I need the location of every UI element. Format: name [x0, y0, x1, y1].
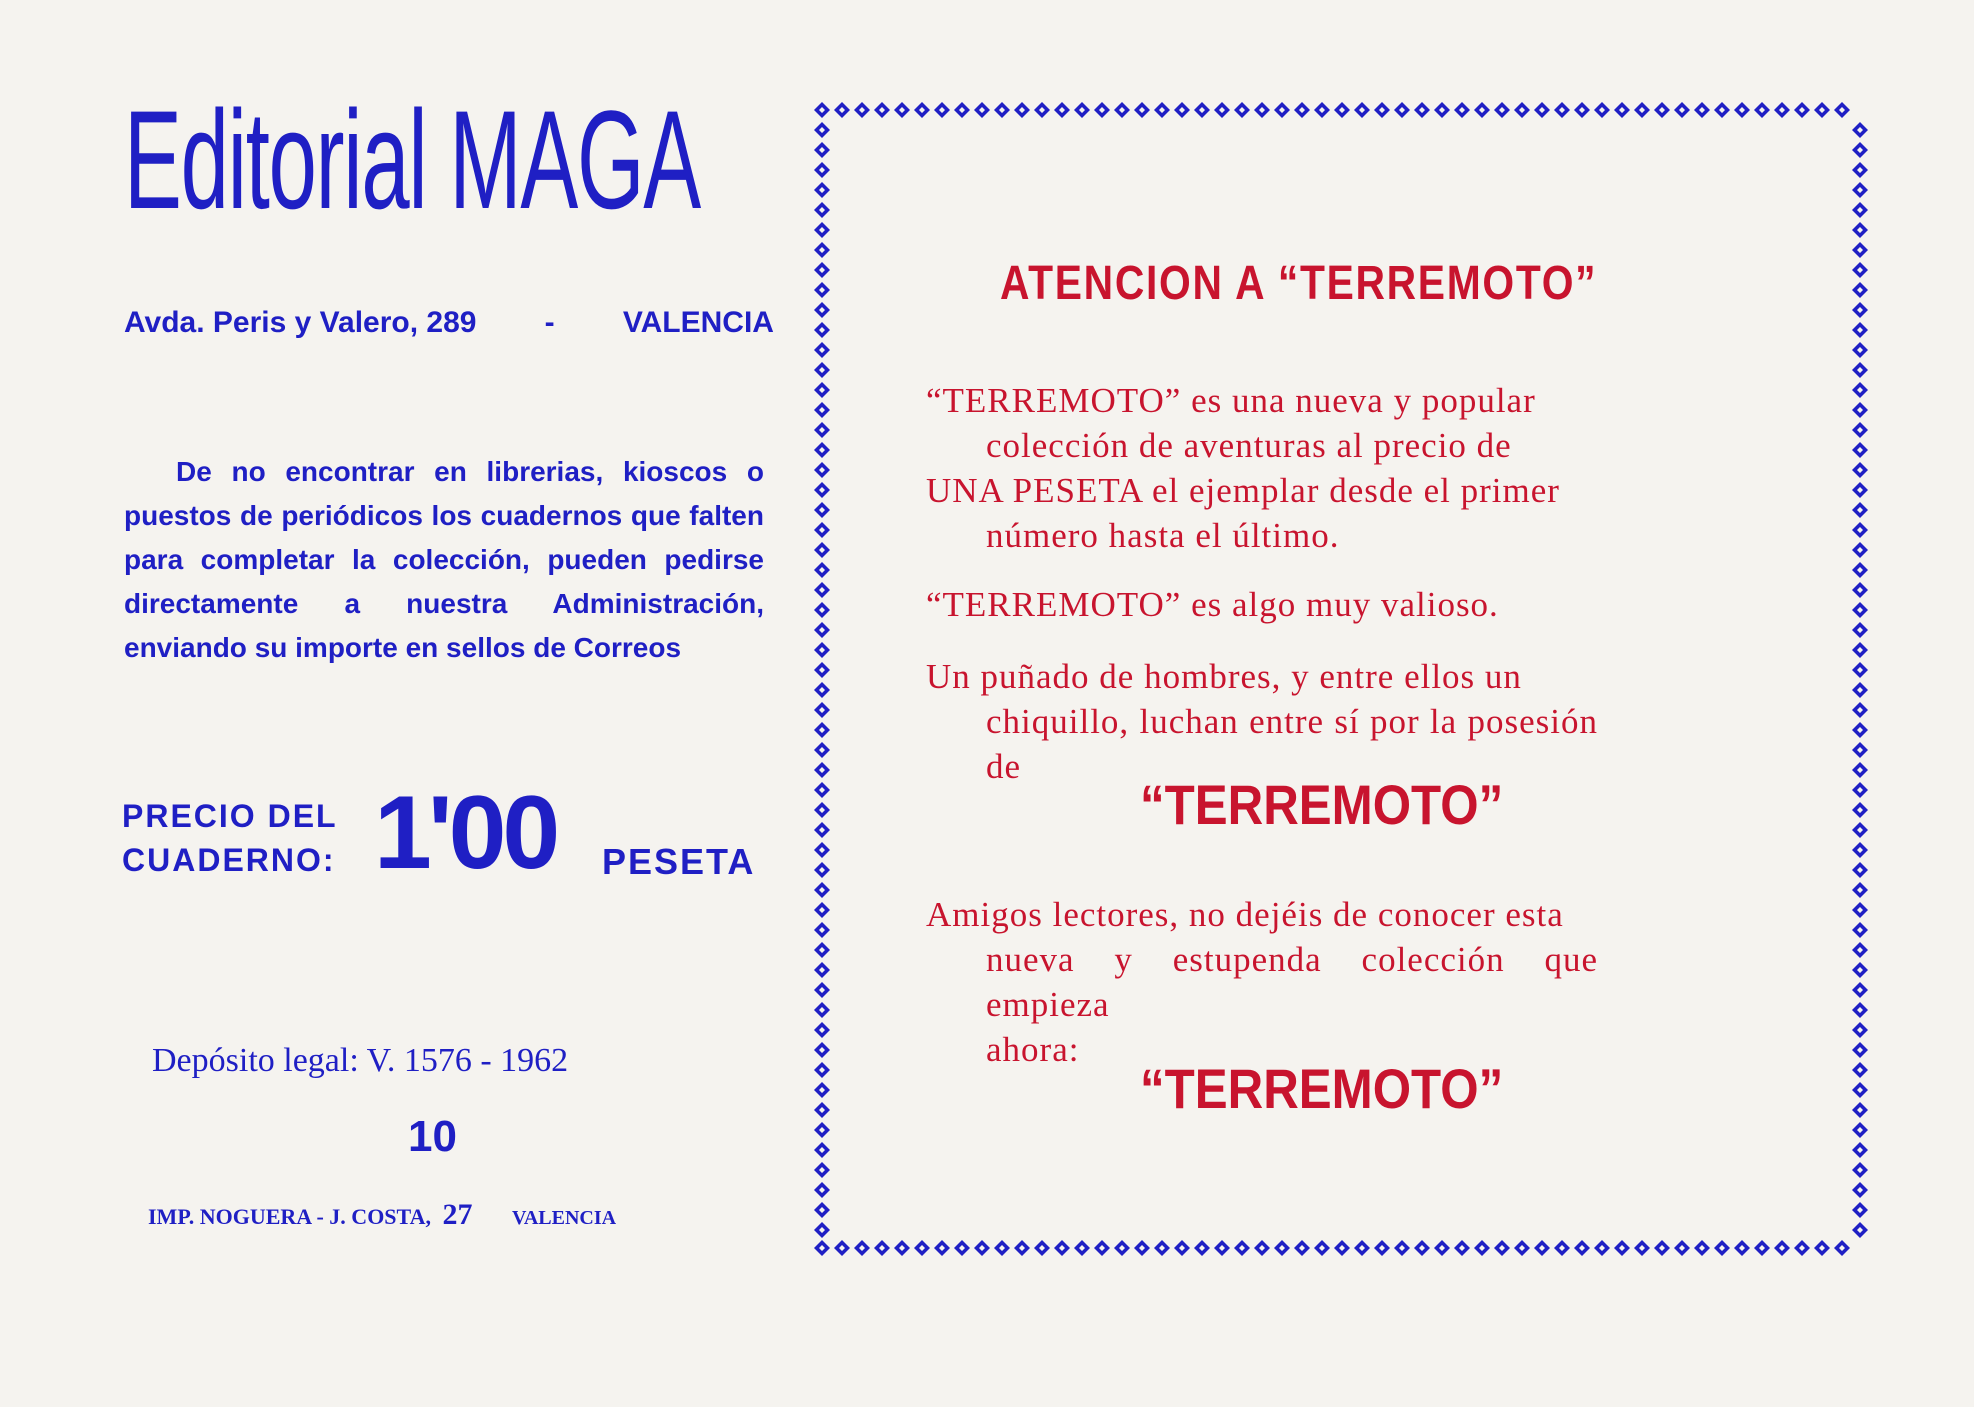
border-diamond: [1014, 1240, 1030, 1256]
border-diamond: [1852, 722, 1868, 738]
border-diamond: [814, 782, 830, 798]
price-unit: PESETA: [602, 841, 756, 882]
border-diamond: [814, 1122, 830, 1138]
border-diamond: [1852, 682, 1868, 698]
border-diamond: [1034, 102, 1050, 118]
border-diamond: [1354, 102, 1370, 118]
border-diamond: [1852, 842, 1868, 858]
printer-name: IMP. NOGUERA - J. COSTA,: [148, 1204, 431, 1229]
border-diamond: [1734, 1240, 1750, 1256]
border-diamond: [1852, 362, 1868, 378]
border-diamond: [974, 1240, 990, 1256]
border-diamond: [1354, 1240, 1370, 1256]
legal-deposit: Depósito legal: V. 1576 - 1962: [152, 1042, 569, 1079]
border-diamond: [1852, 382, 1868, 398]
border-diamond: [814, 582, 830, 598]
border-diamond: [1614, 1240, 1630, 1256]
border-diamond: [814, 282, 830, 298]
border-diamond: [1852, 602, 1868, 618]
border-diamond: [1814, 102, 1830, 118]
border-diamond: [1514, 102, 1530, 118]
border-diamond: [814, 802, 830, 818]
border-diamond: [1314, 1240, 1330, 1256]
ad-paragraph-4: [926, 892, 1598, 1072]
border-diamond: [814, 522, 830, 538]
border-diamond: [834, 1240, 850, 1256]
border-diamond: [1694, 102, 1710, 118]
border-diamond: [1852, 1202, 1868, 1218]
border-diamond: [894, 1240, 910, 1256]
border-diamond: [814, 1022, 830, 1038]
ad-p1-line4: número hasta el último.: [986, 516, 1340, 555]
border-diamond: [1434, 1240, 1450, 1256]
border-diamond: [814, 602, 830, 618]
border-diamond: [814, 262, 830, 278]
border-diamond: [1214, 1240, 1230, 1256]
border-diamond: [814, 122, 830, 138]
printer-city: VALENCIA: [511, 1207, 617, 1229]
border-diamond: [814, 882, 830, 898]
border-diamond: [1674, 1240, 1690, 1256]
border-diamond: [1852, 502, 1868, 518]
border-diamond: [1294, 102, 1310, 118]
border-diamond: [814, 942, 830, 958]
ad-title: ATENCION A “TERREMOTO”: [1000, 257, 1598, 310]
border-diamond: [1852, 1082, 1868, 1098]
border-diamond: [814, 1240, 830, 1256]
border-diamond: [814, 482, 830, 498]
border-diamond: [954, 1240, 970, 1256]
ad-paragraph-3: [926, 654, 1598, 789]
border-diamond: [1852, 122, 1868, 138]
ad-brand-2: “TERREMOTO”: [1140, 1057, 1504, 1120]
ad-p4-line2: nueva y estupenda colección que empieza: [986, 940, 1598, 1024]
border-diamond: [1852, 882, 1868, 898]
border-diamond: [814, 922, 830, 938]
border-diamond: [1454, 1240, 1470, 1256]
border-diamond: [874, 1240, 890, 1256]
border-diamond: [814, 742, 830, 758]
border-diamond: [1852, 1002, 1868, 1018]
border-diamond: [1254, 1240, 1270, 1256]
publisher-city: VALENCIA: [622, 306, 774, 339]
border-diamond: [814, 362, 830, 378]
border-diamond: [1852, 1222, 1868, 1238]
border-diamond: [814, 1102, 830, 1118]
border-diamond: [814, 1042, 830, 1058]
border-diamond: [1194, 102, 1210, 118]
border-diamond: [1852, 1022, 1868, 1038]
border-diamond: [814, 402, 830, 418]
printer-imprint: [148, 1198, 616, 1232]
border-diamond: [1494, 102, 1510, 118]
price-label-line2: CUADERNO:: [122, 842, 336, 878]
border-diamond: [1852, 542, 1868, 558]
border-diamond: [1474, 102, 1490, 118]
border-diamond: [814, 642, 830, 658]
border-diamond: [814, 502, 830, 518]
border-diamond: [1094, 1240, 1110, 1256]
border-diamond: [814, 682, 830, 698]
printer-street-number: 27: [442, 1198, 473, 1231]
border-diamond: [1852, 422, 1868, 438]
border-diamond: [1852, 642, 1868, 658]
border-diamond: [814, 382, 830, 398]
border-diamond: [1154, 102, 1170, 118]
border-diamond: [1134, 1240, 1150, 1256]
border-diamond: [994, 1240, 1010, 1256]
border-diamond: [814, 1002, 830, 1018]
border-diamond: [1094, 102, 1110, 118]
border-diamond: [814, 442, 830, 458]
border-diamond: [1852, 1102, 1868, 1118]
border-diamond: [814, 422, 830, 438]
border-diamond: [1852, 982, 1868, 998]
border-diamond: [814, 142, 830, 158]
border-diamond: [1234, 102, 1250, 118]
border-diamond: [1852, 562, 1868, 578]
border-diamond: [1834, 102, 1850, 118]
border-diamond: [814, 202, 830, 218]
ad-p1-line1: “TERREMOTO” es una nueva y popular: [926, 381, 1536, 420]
border-diamond: [1852, 1142, 1868, 1158]
border-diamond: [1554, 1240, 1570, 1256]
border-diamond: [1034, 1240, 1050, 1256]
border-diamond: [814, 542, 830, 558]
border-diamond: [954, 102, 970, 118]
border-diamond: [814, 322, 830, 338]
border-diamond: [814, 1062, 830, 1078]
border-diamond: [1514, 1240, 1530, 1256]
border-diamond: [1852, 162, 1868, 178]
border-diamond: [1852, 1122, 1868, 1138]
border-diamond: [814, 762, 830, 778]
publisher-address: Avda. Peris y Valero, 289: [124, 306, 477, 339]
border-diamond: [1852, 902, 1868, 918]
border-diamond: [1852, 302, 1868, 318]
border-diamond: [1134, 102, 1150, 118]
border-diamond: [1054, 102, 1070, 118]
border-diamond: [814, 662, 830, 678]
border-diamond: [814, 242, 830, 258]
border-diamond: [1852, 282, 1868, 298]
border-diamond: [1474, 1240, 1490, 1256]
border-diamond: [1634, 102, 1650, 118]
border-diamond: [814, 862, 830, 878]
border-diamond: [1254, 102, 1270, 118]
border-diamond: [1014, 102, 1030, 118]
ad-brand-1: “TERREMOTO”: [1140, 773, 1504, 836]
border-diamond: [1114, 1240, 1130, 1256]
border-diamond: [814, 562, 830, 578]
border-diamond: [1852, 622, 1868, 638]
border-diamond: [1574, 102, 1590, 118]
border-diamond: [1852, 662, 1868, 678]
border-diamond: [814, 222, 830, 238]
border-diamond: [854, 1240, 870, 1256]
border-diamond: [1494, 1240, 1510, 1256]
border-diamond: [1694, 1240, 1710, 1256]
border-diamond: [814, 842, 830, 858]
border-diamond: [814, 1202, 830, 1218]
border-diamond: [1274, 1240, 1290, 1256]
border-diamond: [1852, 142, 1868, 158]
ad-p1-line2: colección de aventuras al precio de: [986, 426, 1512, 465]
border-diamond: [1852, 262, 1868, 278]
border-diamond: [1334, 102, 1350, 118]
border-diamond: [1734, 102, 1750, 118]
border-diamond: [1852, 942, 1868, 958]
border-diamond: [1074, 1240, 1090, 1256]
border-diamond: [1554, 102, 1570, 118]
publisher-name: Editorial MAGA: [124, 81, 700, 238]
border-diamond: [1852, 482, 1868, 498]
border-diamond: [1774, 1240, 1790, 1256]
border-diamond: [1852, 202, 1868, 218]
border-diamond: [854, 102, 870, 118]
border-diamond: [1594, 1240, 1610, 1256]
border-diamond: [814, 1162, 830, 1178]
order-info-text: De no encontrar en librerias, kioscos o puestos de periódicos los cuadernos que falten para completar la colección, pueden pedirse directamente a nuestra Administración, enviando su importe en sellos de Correos: [124, 456, 764, 663]
border-diamond: [1394, 102, 1410, 118]
border-diamond: [814, 1182, 830, 1198]
border-diamond: [814, 702, 830, 718]
border-diamond: [1154, 1240, 1170, 1256]
border-diamond: [1374, 102, 1390, 118]
ad-p3-line2: chiquillo, luchan entre sí por la posesión de: [986, 702, 1598, 786]
border-diamond: [1374, 1240, 1390, 1256]
border-diamond: [814, 1222, 830, 1238]
border-diamond: [1794, 1240, 1810, 1256]
issue-number: 10: [408, 1112, 457, 1161]
border-diamond: [1454, 102, 1470, 118]
border-diamond: [994, 102, 1010, 118]
border-diamond: [1534, 1240, 1550, 1256]
border-diamond: [1852, 762, 1868, 778]
border-diamond: [1634, 1240, 1650, 1256]
border-diamond: [1852, 402, 1868, 418]
border-diamond: [1234, 1240, 1250, 1256]
border-diamond: [814, 902, 830, 918]
border-diamond: [874, 102, 890, 118]
border-diamond: [1574, 1240, 1590, 1256]
border-diamond: [1614, 102, 1630, 118]
border-diamond: [1852, 782, 1868, 798]
border-diamond: [1852, 182, 1868, 198]
border-diamond: [1594, 102, 1610, 118]
border-diamond: [1274, 102, 1290, 118]
border-diamond: [1674, 102, 1690, 118]
price-label: [122, 794, 338, 882]
border-diamond: [1794, 102, 1810, 118]
border-diamond: [1852, 522, 1868, 538]
border-diamond: [1334, 1240, 1350, 1256]
border-diamond: [1852, 1042, 1868, 1058]
border-diamond: [1654, 102, 1670, 118]
border-diamond: [814, 1142, 830, 1158]
border-diamond: [1852, 1062, 1868, 1078]
border-diamond: [1754, 102, 1770, 118]
border-diamond: [1814, 1240, 1830, 1256]
border-diamond: [1852, 442, 1868, 458]
border-diamond: [1852, 582, 1868, 598]
border-diamond: [1654, 1240, 1670, 1256]
border-diamond: [814, 342, 830, 358]
border-diamond: [1852, 822, 1868, 838]
border-diamond: [914, 1240, 930, 1256]
ad-p4-line1: Amigos lectores, no dejéis de conocer esta: [926, 895, 1564, 934]
border-diamond: [1852, 702, 1868, 718]
border-diamond: [974, 102, 990, 118]
border-diamond: [1852, 222, 1868, 238]
border-diamond: [1074, 102, 1090, 118]
border-diamond: [1774, 102, 1790, 118]
border-diamond: [934, 1240, 950, 1256]
price-label-line1: PRECIO DEL: [122, 798, 338, 834]
border-diamond: [814, 162, 830, 178]
border-diamond: [1294, 1240, 1310, 1256]
border-diamond: [814, 962, 830, 978]
border-diamond: [1114, 102, 1130, 118]
border-diamond: [914, 102, 930, 118]
border-diamond: [894, 102, 910, 118]
border-diamond: [1852, 922, 1868, 938]
border-diamond: [814, 102, 830, 118]
border-diamond: [1714, 1240, 1730, 1256]
border-diamond: [1394, 1240, 1410, 1256]
ad-p4-line3: ahora:: [986, 1030, 1080, 1069]
ad-p3-line1: Un puñado de hombres, y entre ellos un: [926, 657, 1522, 696]
border-diamond: [1194, 1240, 1210, 1256]
border-diamond: [814, 982, 830, 998]
border-diamond: [1414, 1240, 1430, 1256]
price-block: [122, 775, 772, 898]
border-diamond: [814, 1082, 830, 1098]
border-diamond: [1434, 102, 1450, 118]
border-diamond: [1714, 102, 1730, 118]
border-diamond: [814, 462, 830, 478]
border-diamond: [834, 102, 850, 118]
border-diamond: [814, 622, 830, 638]
border-diamond: [1852, 962, 1868, 978]
border-diamond: [1852, 802, 1868, 818]
ad-p1-line3: UNA PESETA el ejemplar desde el primer: [926, 471, 1560, 510]
border-diamond: [1834, 1240, 1850, 1256]
border-diamond: [1852, 342, 1868, 358]
border-diamond: [814, 822, 830, 838]
border-diamond: [1852, 462, 1868, 478]
border-diamond: [1314, 102, 1330, 118]
border-diamond: [1414, 102, 1430, 118]
border-diamond: [1174, 1240, 1190, 1256]
border-diamond: [1852, 242, 1868, 258]
address-separator: -: [544, 306, 555, 339]
border-diamond: [814, 182, 830, 198]
border-diamond: [814, 302, 830, 318]
ad-paragraph-2: “TERREMOTO” es algo muy valioso.: [926, 585, 1499, 624]
border-diamond: [1174, 102, 1190, 118]
border-diamond: [1754, 1240, 1770, 1256]
border-diamond: [814, 722, 830, 738]
ad-paragraph-1: [926, 378, 1598, 558]
border-diamond: [934, 102, 950, 118]
border-diamond: [1852, 322, 1868, 338]
border-diamond: [1852, 862, 1868, 878]
publisher-address-line: [124, 306, 774, 340]
border-diamond: [1054, 1240, 1070, 1256]
border-diamond: [1214, 102, 1230, 118]
price-value: 1'00: [374, 775, 557, 891]
border-diamond: [1852, 1162, 1868, 1178]
border-diamond: [1534, 102, 1550, 118]
border-diamond: [1852, 1182, 1868, 1198]
border-diamond: [1852, 742, 1868, 758]
